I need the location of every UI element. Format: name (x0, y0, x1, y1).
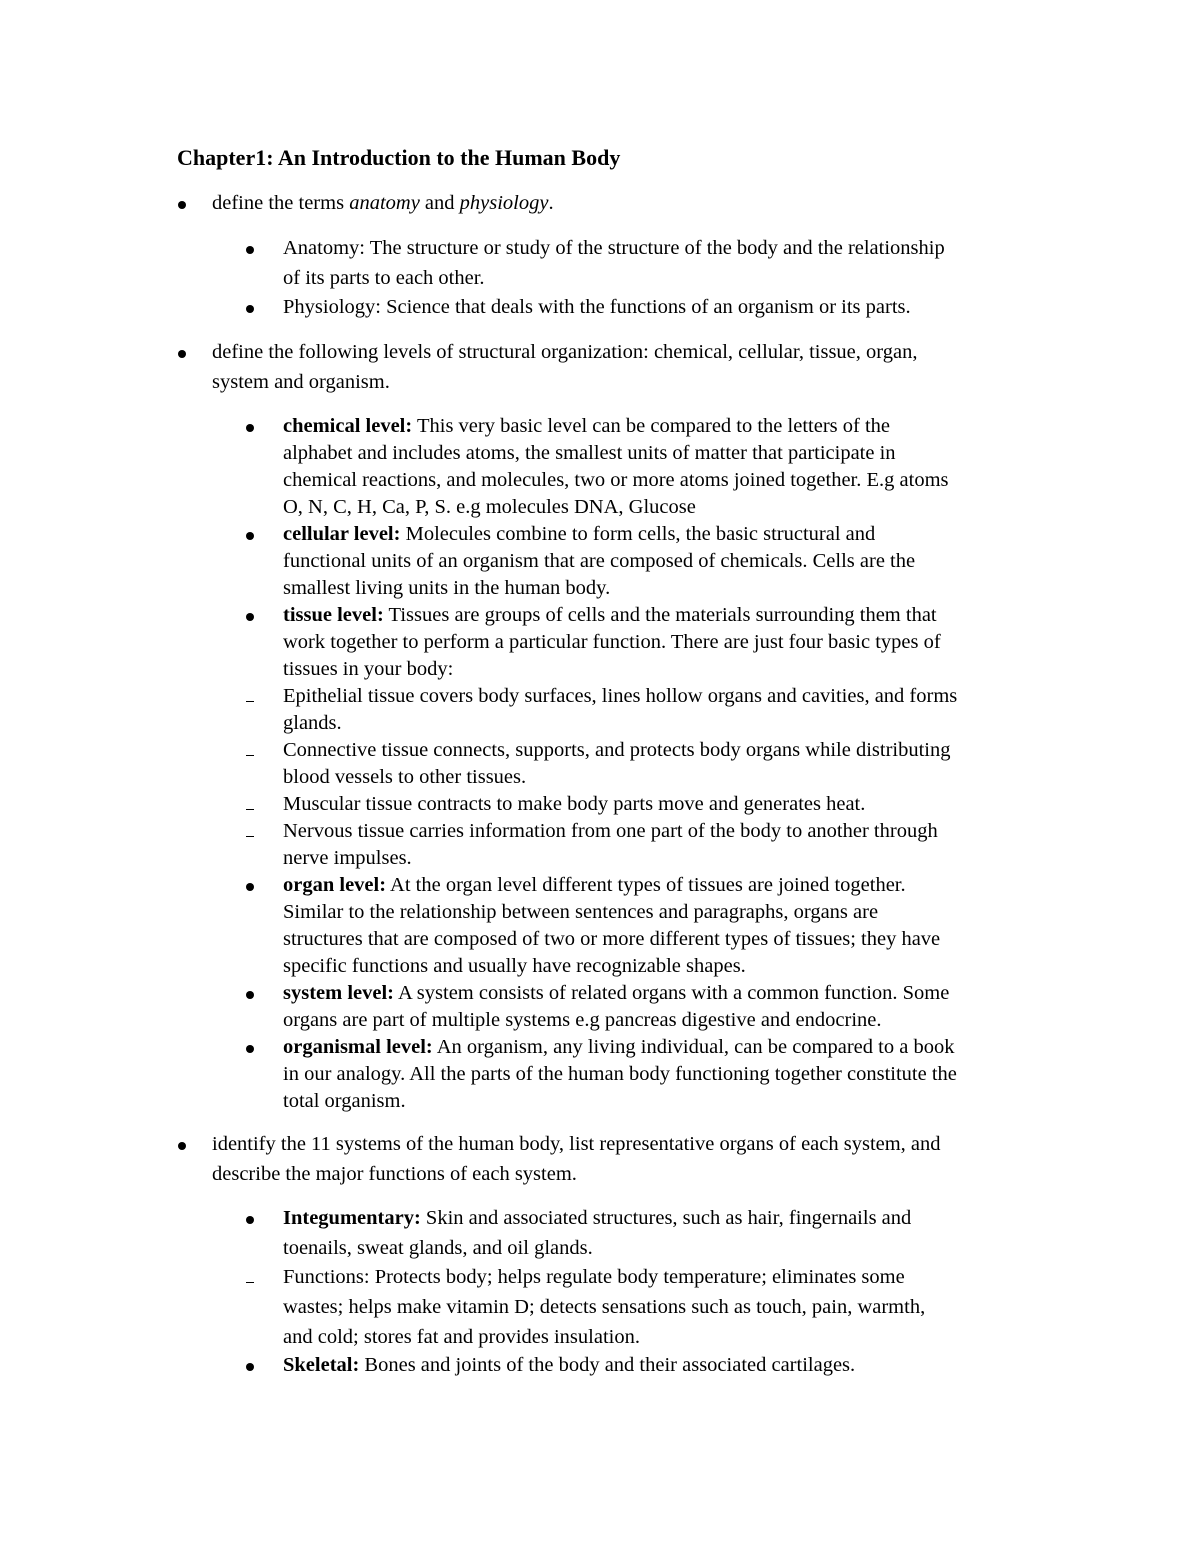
list-item: define the following levels of structural organization: chemical, cellular, tissue, organ, system and organism. (212, 339, 1072, 396)
bullet-icon (172, 339, 192, 366)
list-item: system level: A system consists of related organs with a common function. Some organs are part of multiple systems e.g pancreas digestive and endocrine. (283, 980, 1073, 1034)
bullet-icon (240, 1034, 260, 1061)
list-item: cellular level: Molecules combine to form cells, the basic structural and functional units of an organism that are composed of chemicals. Cells are the smallest living units in the human body. (283, 521, 1073, 602)
list-item: Nervous tissue carries information from one part of the body to another through nerve impulses. (283, 818, 1073, 872)
bullet-icon (240, 980, 260, 1007)
list-item: Integumentary: Skin and associated structures, such as hair, fingernails and toenails, sweat glands, and oil glands. (283, 1205, 1073, 1262)
bullet-icon (240, 602, 260, 629)
bullet-icon (240, 235, 260, 262)
list-item: Functions: Protects body; helps regulate body temperature; eliminates some wastes; helps make vitamin D; detects sensations such as touch, pain, warmth, and cold; stores fat and provides insulation. (283, 1264, 1073, 1351)
dash-icon (240, 818, 260, 845)
term-anatomy: anatomy (349, 192, 420, 214)
list-item: Skeletal: Bones and joints of the body and their associated cartilages. (283, 1352, 1073, 1379)
dash-icon (240, 683, 260, 710)
list-item: chemical level: This very basic level can be compared to the letters of the alphabet and includes atoms, the smallest units of matter that participate in chemical reactions, and molecules, two or more atoms joined together. E.g atoms O, N, C, H, Ca, P, S. e.g molecules DNA, Glucose (283, 413, 1073, 521)
list-item: define the terms anatomy and physiology. (212, 190, 1072, 217)
list-item: tissue level: Tissues are groups of cells and the materials surrounding them that work together to perform a particular function. There are just four basic types of tissues in your body: (283, 602, 1073, 683)
list-item: Epithelial tissue covers body surfaces, lines hollow organs and cavities, and forms glands. (283, 683, 1073, 737)
bullet-icon (240, 413, 260, 440)
bullet-icon (172, 1131, 192, 1158)
bullet-icon (240, 872, 260, 899)
bullet-icon (172, 190, 192, 217)
bullet-icon (240, 1352, 260, 1379)
term-physiology: physiology (459, 192, 549, 214)
dash-icon (240, 1264, 260, 1291)
bullet-icon (240, 1205, 260, 1232)
list-item: Muscular tissue contracts to make body parts move and generates heat. (283, 791, 1073, 818)
list-item: Physiology: Science that deals with the functions of an organism or its parts. (283, 294, 1073, 321)
bullet-icon (240, 294, 260, 321)
list-item: organismal level: An organism, any living individual, can be compared to a book in our analogy. All the parts of the human body functioning together constitute the total organism. (283, 1034, 1073, 1115)
list-item: identify the 11 systems of the human body, list representative organs of each system, and describe the major functions of each system. (212, 1131, 1072, 1188)
chapter-title: Chapter1: An Introduction to the Human Body (177, 145, 621, 170)
list-item: Connective tissue connects, supports, and protects body organs while distributing blood vessels to other tissues. (283, 737, 1073, 791)
dash-icon (240, 791, 260, 818)
list-item: Anatomy: The structure or study of the structure of the body and the relationship of its parts to each other. (283, 235, 1073, 292)
bullet-icon (240, 521, 260, 548)
list-item: organ level: At the organ level different types of tissues are joined together. Similar to the relationship between sentences and paragraphs, organs are structures that are composed of two or more different types of tissues; they have specific functions and usually have recognizable shapes. (283, 872, 1073, 980)
dash-icon (240, 737, 260, 764)
